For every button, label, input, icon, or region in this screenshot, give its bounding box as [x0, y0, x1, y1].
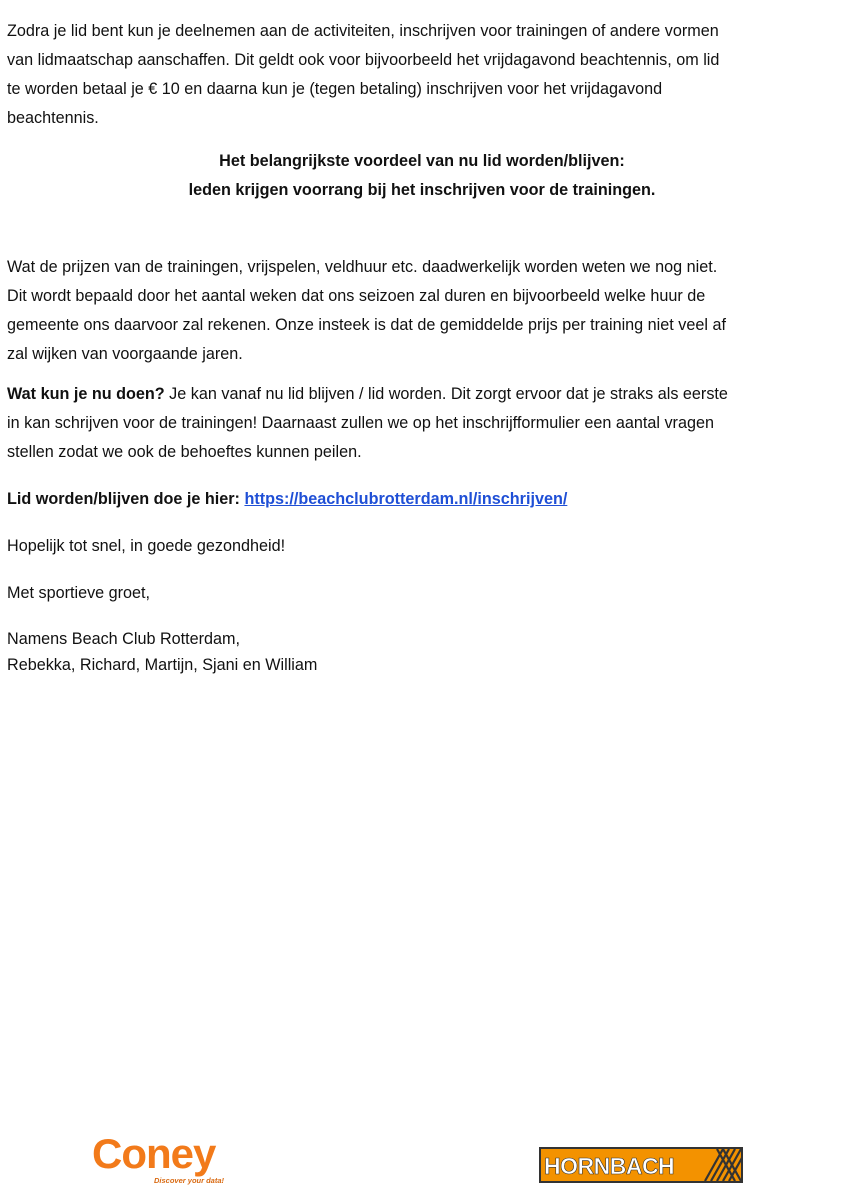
what-to-do-rest: Je kan vanaf nu lid blijven / lid worden. Dit zorgt ervoor dat je straks als eerste — [164, 385, 728, 403]
intro-line: van lidmaatschap aanschaffen. Dit geldt ook voor bijvoorbeeld het vrijdagavond beachtennis, om lid — [7, 51, 720, 69]
signup-line — [7, 485, 833, 514]
prices-line: zal wijken van voorgaande jaren. — [7, 345, 243, 363]
intro-paragraph — [7, 17, 833, 133]
highlight-line-1: Het belangrijkste voordeel van nu lid worden/blijven: — [219, 152, 625, 170]
prices-paragraph — [7, 253, 833, 369]
what-to-do-paragraph — [7, 380, 833, 467]
intro-line: Zodra je lid bent kun je deelnemen aan de activiteiten, inschrijven voor trainingen of andere vormen — [7, 22, 719, 40]
signature-line-1: Namens Beach Club Rotterdam, — [7, 630, 241, 648]
intro-line: te worden betaal je € 10 en daarna kun je (tegen betaling) inschrijven voor het vrijdagavond — [7, 80, 663, 98]
what-to-do-line: stellen zodat we ook de behoeftes kunnen peilen. — [7, 443, 362, 461]
prices-line: gemeente ons daarvoor zal rekenen. Onze insteek is dat de gemiddelde prijs per training niet veel af — [7, 316, 726, 334]
closing-wish-text: Hopelijk tot snel, in goede gezondheid! — [7, 537, 286, 555]
signup-label: Lid worden/blijven doe je hier: — [7, 490, 240, 508]
coney-logo — [92, 1130, 262, 1192]
what-to-do-line: in kan schrijven voor de trainingen! Daarnaast zullen we op het inschrijfformulier een aantal vragen — [7, 414, 714, 432]
what-to-do-line — [7, 380, 833, 409]
signup-link[interactable]: https://beachclubrotterdam.nl/inschrijven/ — [244, 490, 568, 508]
hornbach-logo — [539, 1147, 743, 1183]
highlight-block — [0, 147, 844, 205]
closing-wish — [7, 532, 833, 561]
coney-logo-tagline: Discover your data! — [154, 1176, 225, 1185]
coney-logo-wordmark: Coney — [92, 1130, 216, 1177]
intro-line: beachtennis. — [7, 109, 99, 127]
signature-line-2: Rebekka, Richard, Martijn, Sjani en William — [7, 656, 318, 674]
signup-row — [7, 485, 833, 514]
prices-line: Dit wordt bepaald door het aantal weken dat ons seizoen zal duren en bijvoorbeeld welke huur de — [7, 287, 706, 305]
highlight-line-2: leden krijgen voorrang bij het inschrijven voor de trainingen. — [188, 181, 656, 199]
signature-block — [7, 626, 833, 678]
hornbach-logo-wordmark: HORNBACH — [544, 1153, 675, 1179]
hornbach-stripes-icon — [703, 1149, 741, 1181]
prices-line: Wat de prijzen van de trainingen, vrijspelen, veldhuur etc. daadwerkelijk worden weten we nog niet. — [7, 258, 718, 276]
closing-greeting — [7, 579, 833, 608]
what-to-do-lead: Wat kun je nu doen? — [7, 385, 165, 403]
closing-greeting-text: Met sportieve groet, — [7, 584, 151, 602]
